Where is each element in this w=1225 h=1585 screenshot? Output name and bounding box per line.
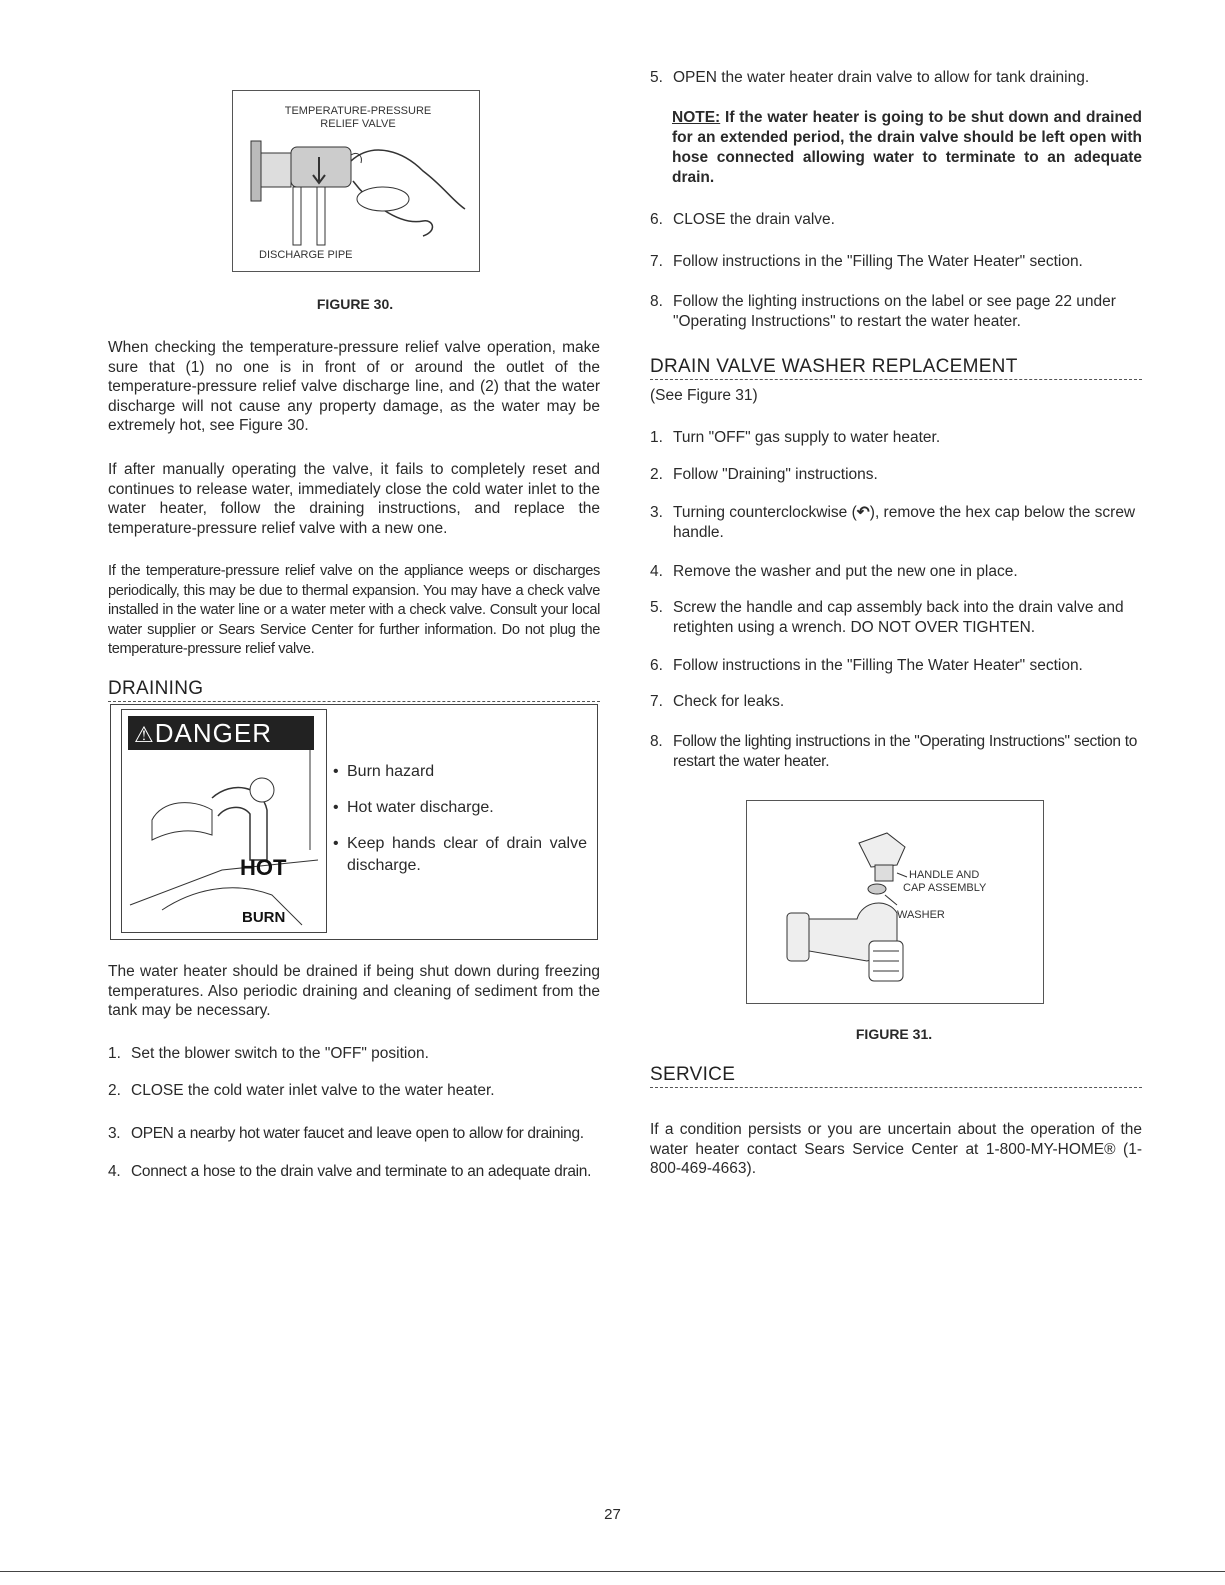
step-text: Remove the washer and put the new one in place.: [673, 563, 1018, 580]
step-number: 8.: [650, 733, 663, 750]
step-number: 5.: [650, 69, 663, 86]
washer-heading: DRAIN VALVE WASHER REPLACEMENT: [650, 356, 1142, 380]
step-number: 6.: [650, 211, 663, 228]
page-number: 27: [604, 1506, 621, 1523]
paragraph-service: If a condition persists or you are uncertain about the operation of the water heater contact Sears Service Center at 1-800-MY-HOME® (1-800-469-4663).: [650, 1121, 1142, 1177]
step-text: OPEN a nearby hot water faucet and leave open to allow for draining.: [131, 1125, 584, 1142]
step-number: 1.: [650, 429, 663, 446]
danger-header-text: DANGER: [154, 718, 272, 748]
washer-step-1: [650, 428, 1142, 448]
hot-water-faucet-illustration: [122, 710, 326, 932]
washer-step-3: [650, 503, 1142, 542]
note-text: If the water heater is going to be shut down and drained for an extended period, the drain valve should be left open with hose connected allowing water to terminate to an adequate drain.: [672, 109, 1142, 186]
washer-step-4: [650, 562, 1142, 582]
danger-bullet-2: • Hot water discharge.: [333, 797, 587, 819]
danger-bullet-3-text: Keep hands clear of drain valve discharge.: [347, 835, 587, 874]
danger-bullet-3: • Keep hands clear of drain valve discharge.: [333, 833, 587, 877]
washer-step-7: [650, 692, 1142, 712]
step-number: 2.: [650, 466, 663, 483]
step-number: 8.: [650, 293, 663, 310]
step-number: 4.: [108, 1163, 121, 1180]
draining-heading: DRAINING: [108, 678, 600, 702]
washer-step-8: [650, 732, 1150, 771]
hot-label: HOT: [240, 855, 287, 880]
paragraph-draining: The water heater should be drained if being shut down during freezing temperatures. Also periodic draining and cleaning of sediment from the tank may be necessary.: [108, 963, 600, 1019]
figure-30-label-line-1: TEMPERATURE-PRESSURE: [284, 105, 432, 117]
draining-step-3: [108, 1124, 608, 1144]
service-heading: SERVICE: [650, 1064, 1142, 1088]
washer-see-figure: (See Figure 31): [650, 387, 758, 404]
washer-step-6: [650, 656, 1142, 676]
paragraph-thermal-expansion: If the temperature-pressure relief valve on the appliance weeps or discharges periodically, this may be due to thermal expansion. You may have a check valve installed in the water line or a water meter with a check valve. Consult your local water supplier or Sears Service Center for further information. Do not plug the temperature-pressure relief valve.: [108, 563, 600, 657]
step-text: Follow instructions in the "Filling The Water Heater" section.: [673, 657, 1083, 674]
step-text: CLOSE the cold water inlet valve to the water heater.: [131, 1082, 495, 1099]
step-number: 7.: [650, 693, 663, 710]
paragraph-check-valve: When checking the temperature-pressure relief valve operation, make sure that (1) no one is in front of or around the outlet of the temperature-pressure relief valve discharge line, and (2) that the water discharge will not cause any property damage, as the water may be extremely hot, see Figure 30.: [108, 339, 600, 434]
danger-box: [110, 704, 598, 940]
figure-31-caption: FIGURE 31.: [855, 1026, 933, 1042]
step-number: 7.: [650, 253, 663, 270]
draining-step-8: [650, 292, 1142, 331]
draining-step-6: [650, 210, 1142, 230]
step-text: OPEN the water heater drain valve to allow for tank draining.: [673, 69, 1090, 86]
step-number: 4.: [650, 563, 663, 580]
step-number: 1.: [108, 1045, 121, 1062]
figure-30-label-line-2: RELIEF VALVE: [320, 118, 396, 130]
step-text: Connect a hose to the drain valve and terminate to an adequate drain.: [131, 1163, 592, 1180]
paragraph-reset-valve: If after manually operating the valve, it fails to completely reset and continues to release water, immediately close the cold water inlet to the water heater, follow the draining instructions, and replace the temperature-pressure relief valve with a new one.: [108, 461, 600, 537]
step-text: Follow instructions in the "Filling The Water Heater" section.: [673, 253, 1083, 270]
draining-step-4: [108, 1162, 608, 1182]
step-text: CLOSE the drain valve.: [673, 211, 835, 228]
draining-step-7: [650, 252, 1142, 272]
figure-30: [232, 90, 480, 272]
page-bottom-rule: [0, 1571, 1225, 1572]
step-number: 6.: [650, 657, 663, 674]
burn-label: BURN: [242, 909, 286, 926]
step-text-b: ), remove the hex cap below the screw handle.: [673, 504, 1136, 541]
danger-bullets: [333, 761, 587, 891]
step-text: Follow the lighting instructions on the label or see page 22 under "Operating Instructions" to restart the water heater.: [673, 293, 1116, 330]
washer-step-2: [650, 465, 1142, 485]
figure-31-label-handle-2: CAP ASSEMBLY: [903, 882, 987, 894]
step-text: Check for leaks.: [673, 693, 785, 710]
figure-31-label-washer: WASHER: [897, 909, 945, 921]
step-text: [673, 503, 1142, 542]
danger-bullet-1: • Burn hazard: [333, 761, 587, 783]
warning-triangle-icon: ⚠: [134, 722, 155, 747]
step-number: 2.: [108, 1082, 121, 1099]
figure-31: [746, 800, 1044, 1004]
note-extended-shutdown: [672, 108, 1142, 188]
danger-bullet-1-text: Burn hazard: [347, 763, 435, 780]
drain-valve-illustration: [747, 801, 1043, 1003]
figure-31-label-handle-1: HANDLE AND: [909, 869, 980, 881]
counterclockwise-arrow-icon: ↶: [856, 504, 870, 521]
step-text: Follow "Draining" instructions.: [673, 466, 878, 483]
step-text: Set the blower switch to the "OFF" position.: [131, 1045, 429, 1062]
step-text: Turn "OFF" gas supply to water heater.: [673, 429, 941, 446]
step-number: 3.: [650, 504, 663, 521]
step-text: Screw the handle and cap assembly back into the drain valve and retighten using a wrench. DO NOT OVER TIGHTEN.: [673, 599, 1124, 636]
draining-step-5: [650, 68, 1142, 88]
figure-30-label-pipe: DISCHARGE PIPE: [259, 249, 353, 261]
danger-bullet-2-text: Hot water discharge.: [347, 799, 494, 816]
draining-step-2: [108, 1081, 600, 1101]
draining-step-1: [108, 1044, 600, 1064]
step-number: 5.: [650, 599, 663, 616]
washer-step-5: [650, 598, 1142, 637]
figure-31-label-handle: [903, 869, 986, 895]
note-label: NOTE:: [672, 109, 721, 126]
step-text-a: Turning counterclockwise (: [673, 504, 857, 521]
danger-illustration-frame: [121, 709, 327, 933]
relief-valve-illustration: [233, 91, 479, 271]
figure-30-caption: FIGURE 30.: [316, 296, 394, 312]
step-number: 3.: [108, 1125, 121, 1142]
step-text: Follow the lighting instructions in the "Operating Instructions" section to restart the water heater.: [673, 733, 1138, 770]
